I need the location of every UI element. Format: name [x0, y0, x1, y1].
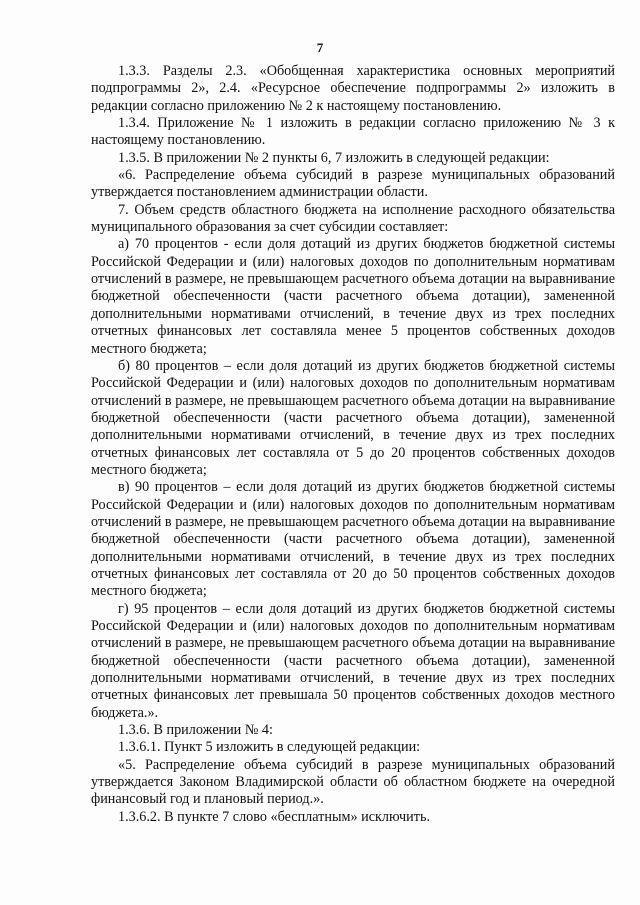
- paragraph-item-7: 7. Объем средств областного бюджета на исполнение расходного обязательства муниципального образования за счет субсидии составляет:: [91, 201, 615, 236]
- page-number: 7: [316, 40, 324, 55]
- paragraph-1-3-4: 1.3.4. Приложение № 1 изложить в редакции согласно приложению № 3 к настоящему постановлению.: [91, 115, 615, 149]
- document-body: [91, 63, 615, 826]
- paragraph-subitem-a: а) 70 процентов - если доля дотаций из других бюджетов бюджетной системы Российской Федерации и (или) налоговых доходов по дополнительным нормативам отчислений в размере, не превышающем расчетного объема дотации на выравнивание бюджетной обеспеченности (части расчетного объема дотации), замененной дополнительными нормативами отчислений, в течение двух из трех последних отчетных финансовых лет составляла менее 5 процентов собственных доходов местного бюджета;: [91, 236, 615, 357]
- paragraph-1-3-6: 1.3.6. В приложении № 4:: [118, 722, 273, 739]
- paragraph-item-5: «5. Распределение объема субсидий в разрезе муниципальных образований утверждается Законом Владимирской области об областном бюджете на очередной финансовый год и плановый период.».: [91, 756, 615, 808]
- paragraph-1-3-6-1: 1.3.6.1. Пункт 5 изложить в следующей редакции:: [118, 739, 421, 756]
- paragraph-subitem-b: б) 80 процентов – если доля дотаций из других бюджетов бюджетной системы Российской Федерации и (или) налоговых доходов по дополнительным нормативам отчислений в размере, не превышающем расчетного объема дотации на выравнивание бюджетной обеспеченности (части расчетного объема дотации), замененной дополнительными нормативами отчислений, в течение двух из трех последних отчетных финансовых лет составляла от 5 до 20 процентов собственных доходов местного бюджета;: [91, 357, 615, 478]
- paragraph-subitem-v: в) 90 процентов – если доля дотаций из других бюджетов бюджетной системы Российской Федерации и (или) налоговых доходов по дополнительным нормативам отчислений в размере, не превышающем расчетного объема дотации на выравнивание бюджетной обеспеченности (части расчетного объема дотации), замененной дополнительными нормативами отчислений, в течение двух из трех последних отчетных финансовых лет составляла от 20 до 50 процентов собственных доходов местного бюджета;: [91, 479, 615, 600]
- paragraph-1-3-3: 1.3.3. Разделы 2.3. «Обобщенная характеристика основных мероприятий подпрограммы 2», 2.4. «Ресурсное обеспечение подпрограммы 2» изложить в редакции согласно приложению № 2 к настоящему постановлению.: [91, 63, 615, 114]
- paragraph-subitem-g: г) 95 процентов – если доля дотаций из других бюджетов бюджетной системы Российской Федерации и (или) налоговых доходов по дополнительным нормативам отчислений в размере, не превышающем расчетного объема дотации на выравнивание бюджетной обеспеченности (части расчетного объема дотации), замененной дополнительными нормативами отчислений, в течение двух из трех последних отчетных финансовых лет превышала 50 процентов собственных доходов местного бюджета.».: [91, 600, 615, 721]
- paragraph-item-6: «6. Распределение объема субсидий в разрезе муниципальных образований утверждается постановлением администрации области.: [91, 167, 615, 201]
- paragraph-1-3-6-2: 1.3.6.2. В пункте 7 слово «бесплатным» исключить.: [118, 808, 430, 825]
- paragraph-1-3-5: 1.3.5. В приложении № 2 пункты 6, 7 изложить в следующей редакции:: [118, 149, 550, 166]
